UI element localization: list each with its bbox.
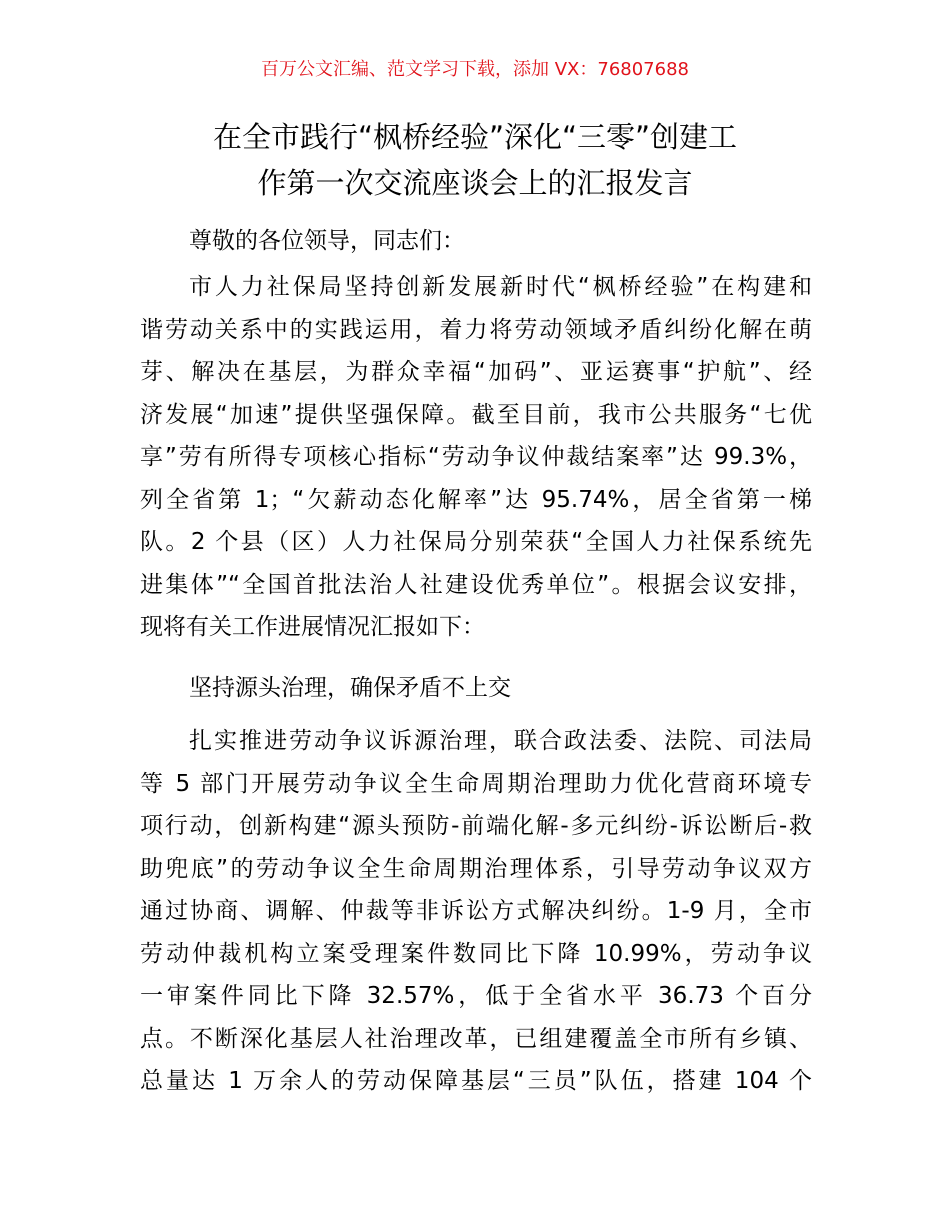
paragraph-line: 劳动仲裁机构立案受理案件数同比下降 10.99%，劳动争议 [140,940,812,967]
paragraph-line: 等 5 部门开展劳动争议全生命周期治理助力优化营商环境专 [140,770,812,797]
header-watermark-note: 百万公文汇编、范文学习下载，添加 VX：76807688 [261,59,689,80]
paragraph-line: 市人力社保局坚持创新发展新时代“枫桥经验”在构建和 [189,274,812,300]
paragraph-line: 点。不断深化基层人社治理改革，已组建覆盖全市所有乡镇、 [140,1025,812,1052]
salutation-line: 尊敬的各位领导，同志们： [189,228,465,254]
paragraph-line: 济发展“加速”提供坚强保障。截至目前，我市公共服务“七优 [140,401,812,428]
paragraph-line: 通过协商、调解、仲裁等非诉讼方式解决纠纷。1-9 月，全市 [140,898,812,924]
intro-paragraph [140,266,812,649]
body-paragraph [140,720,812,1103]
title-line-2: 作第一次交流座谈会上的汇报发言 [257,166,693,200]
title-line-1: 在全市践行“枫桥经验”深化“三零”创建工 [212,120,738,154]
paragraph-line: 项行动，创新构建“源头预防-前端化解-多元纠纷-诉讼断后-救 [140,813,812,839]
paragraph-line: 一审案件同比下降 32.57%，低于全省水平 36.73 个百分 [140,983,812,1009]
paragraph-line: 助兜底”的劳动争议全生命周期治理体系，引导劳动争议双方 [140,855,812,882]
paragraph-line: 总量达 1 万余人的劳动保障基层“三员”队伍，搭建 104 个 [140,1068,812,1094]
salutation [140,220,812,263]
paragraph-line: 芽、解决在基层，为群众幸福“加码”、亚运赛事“护航”、经 [140,359,812,385]
document-title [140,114,810,206]
paragraph-line: 进集体”“全国首批法治人社建设优秀单位”。根据会议安排， [140,571,812,598]
paragraph-line: 现将有关工作进展情况汇报如下： [140,614,485,640]
paragraph-line: 队。2 个县（区）人力社保局分别荣获“全国人力社保系统先 [140,529,812,555]
paragraph-line: 享”劳有所得专项核心指标“劳动争议仲裁结案率”达 99.3%， [140,444,812,470]
paragraph-line: 谐劳动关系中的实践运用，着力将劳动领域矛盾纠纷化解在萌 [140,316,812,343]
paragraph-line: 列全省第 1；“欠薪动态化解率”达 95.74%，居全省第一梯 [140,486,812,513]
section-heading-line: 坚持源头治理，确保矛盾不上交 [189,675,511,701]
paragraph-line: 扎实推进劳动争议诉源治理，联合政法委、法院、司法局 [189,728,812,754]
section-heading [140,667,812,710]
